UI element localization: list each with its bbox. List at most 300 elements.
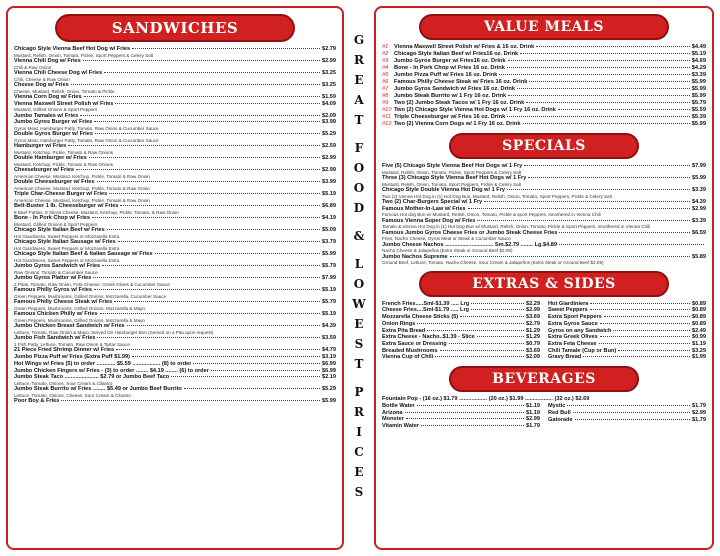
item-price: $3.69 (526, 314, 540, 321)
item-price: $2.99 (526, 416, 540, 423)
leader-dots (115, 103, 320, 104)
leader-dots (449, 343, 524, 344)
item-name: Famous Chicken Philly w/ Fries (14, 311, 98, 318)
leader-dots (94, 289, 320, 290)
item-price: $4.09 (322, 100, 336, 107)
item-price: $2.79 (322, 46, 336, 52)
item-price: $4.79 (322, 347, 336, 354)
leader-dots (471, 303, 524, 304)
leader-dots (600, 336, 690, 337)
leader-dots (104, 72, 320, 73)
item-price: $3.69 (526, 347, 540, 354)
tagline-letter: T (354, 113, 364, 127)
item-name: Extra Cheese - Nacho..$1.39 - Slice (382, 334, 475, 341)
item-price: $2.99 (322, 167, 336, 174)
menu-item (382, 93, 706, 100)
meal-number: #10 (382, 107, 392, 113)
menu-item (14, 239, 336, 246)
leader-dots (97, 181, 320, 182)
fountain-pop-row (376, 396, 712, 403)
menu-item (548, 410, 706, 417)
leader-dots (573, 412, 690, 413)
item-price: $3.25 (322, 70, 336, 76)
item-description: Chili, Cheese & Raw Onion (14, 76, 70, 82)
leader-dots (193, 363, 320, 364)
extras-right-column (548, 301, 706, 361)
leader-dots (107, 229, 320, 230)
item-description: Mustard, Grilled Onions & Sport Peppers (14, 222, 98, 228)
item-name: Extra Sauce or Dressing (382, 340, 447, 347)
item-price: $0.99 (692, 334, 706, 341)
item-description: American Cheese, Mustard, Ketchup, Pickle, Tomato & Raw Onion (14, 198, 150, 204)
item-name: Hamburger w/ Fries (14, 143, 67, 150)
item-description: Lettuce, Tomato, Onions, Sour Cream & Cilantro (14, 380, 113, 386)
leader-dots (417, 405, 524, 406)
item-price: $3.39 (691, 72, 706, 78)
item-name: Chicago Style Italian Beef & Italian Sausage w/ Fries (14, 251, 153, 258)
item-price: $5.99 (691, 121, 706, 127)
right-panel (374, 6, 714, 550)
meal-number: #7 (382, 86, 389, 92)
leader-dots (468, 208, 690, 209)
menu-item (548, 314, 706, 321)
tagline-letter: D (353, 201, 365, 215)
item-name: Jumbo Gyros Sandwich w/ Fries (14, 263, 101, 270)
item-price: $1.79 (692, 417, 706, 424)
menu-item (382, 301, 540, 308)
item-price: $1.79 (692, 402, 706, 409)
menu-item (382, 86, 706, 93)
item-price: $3.99 (322, 119, 336, 126)
item-description: Raw Onions, Tomato & Cucumber Sauce (14, 270, 98, 276)
item-price: $6.89 (322, 203, 336, 210)
tagline-letter: P (354, 385, 364, 399)
item-price: $4.39 (322, 323, 336, 330)
menu-item (14, 323, 336, 330)
leader-dots (95, 133, 320, 134)
item-price: $5.99 (692, 175, 706, 181)
item-price: $3.79 (322, 239, 336, 246)
menu-item (14, 131, 336, 138)
menu-item (548, 328, 706, 335)
leader-dots (76, 169, 320, 170)
meal-number: #5 (382, 72, 389, 78)
item-name: Jumbo Steak Burrito w/ 1 Fry 16 oz. Drink (394, 93, 507, 99)
item-price: $2.09 (322, 112, 336, 119)
menu-item (14, 398, 336, 405)
menu-item (14, 227, 336, 234)
leader-dots (524, 165, 690, 166)
leader-dots (523, 123, 690, 124)
item-price: $2.29 (526, 300, 540, 307)
menu-item (14, 347, 336, 354)
item-price: $3.59 (322, 335, 336, 342)
menu-item (548, 417, 706, 424)
tagline-letter (348, 246, 370, 254)
menu-item (14, 101, 336, 108)
item-price: $2.59 (322, 143, 336, 150)
item-name: Vitamin Water (382, 422, 419, 429)
leader-dots (590, 303, 690, 304)
item-price: $4.69 (691, 58, 706, 64)
item-description: Gyros Meat, Hamburger Patty, Tomato, Raw Onion & Cucumber Sauce (14, 126, 159, 132)
item-name: Bottle Water (382, 402, 415, 409)
item-price: $1.19 (526, 402, 540, 409)
menu-item (382, 348, 540, 355)
tagline-letter: R (354, 405, 364, 419)
leader-dots (600, 323, 690, 324)
item-name: Double Hamburger w/ Fries (14, 155, 87, 162)
tagline-letter (348, 374, 370, 382)
item-name: Jumbo Gyros Burger w/ Fries16 oz. Drink (394, 58, 506, 64)
leader-dots (155, 253, 320, 254)
item-description: 8 Beef Patties, 8 Slices Cheese, Mustard, Ketchup, Pickle, Tomato, & Raw Onion (14, 210, 179, 216)
leader-dots (94, 121, 320, 122)
leader-dots (100, 313, 320, 314)
leader-dots (184, 388, 320, 389)
leader-dots (211, 370, 320, 371)
menu-item (14, 287, 336, 294)
menu-item (14, 167, 336, 174)
item-description: Chili & Raw Onion (14, 64, 52, 70)
item-name: Chicago Style Italian Beef w/ Fries16 oz. Drink (394, 51, 519, 57)
item-price: $2.09 (526, 354, 540, 361)
item-description: Green Peppers, Mushrooms, Grilled Onions, Mozzarella & Mayo (14, 306, 145, 312)
leader-dots (84, 96, 320, 97)
item-price: $0.89 (692, 320, 706, 327)
item-name: Cheese Fries....Sml-$1.79 ..... Lrg (382, 307, 470, 314)
item-name: Two (2) Jumbo Steak Tacos w/ 1 Fry 16 oz. Drink (394, 100, 525, 106)
leader-dots (590, 309, 690, 310)
item-price: $5.39 (691, 114, 706, 120)
item-description: Fries, Nacho Cheese, Gyros Meat or Steak & Cucumber Sauce (382, 236, 511, 242)
tagline-letter: R (354, 53, 364, 67)
menu-item (382, 218, 706, 225)
leader-dots (477, 220, 690, 221)
menu-item (14, 311, 336, 318)
meal-number: #6 (382, 79, 389, 85)
leader-dots (171, 376, 320, 377)
item-name: Jumbo Fish Sandwich w/ Fries (14, 335, 96, 342)
item-name: Famous Mother-In-Law w/ Fries (382, 205, 466, 212)
leader-dots (132, 48, 320, 49)
item-name: Gatorade (548, 417, 573, 424)
item-price: $0.89 (692, 314, 706, 321)
leader-dots (508, 60, 690, 61)
menu-item (14, 374, 336, 381)
leader-dots (507, 67, 690, 68)
item-price: $1.29 (526, 327, 540, 334)
leader-dots (61, 400, 320, 401)
tagline-letter: L (354, 257, 364, 271)
menu-item (382, 175, 706, 182)
item-description: Mustard, Ketchup, Pickle, Tomato & Raw Onions (14, 150, 113, 156)
item-description: Gyros Meat, Hamburger Patty, Tomato, Raw Onion & Cucumber Sauce (14, 138, 159, 144)
item-name: Chili Tamale (Cup or Bun) (548, 347, 617, 354)
leader-dots (116, 349, 320, 350)
item-name: Double Cheeseburger w/ Fries (14, 179, 95, 186)
item-price: $3.39 (692, 187, 706, 193)
item-price: $1.79 (526, 422, 540, 429)
item-price: $1.19 (526, 409, 540, 416)
menu-item (382, 328, 540, 335)
leader-dots (471, 309, 524, 310)
specials-list (376, 163, 712, 266)
item-name: Jumbo Steak Taco ...................... $2.79 or Jumbo Beef Taco (14, 374, 170, 381)
meal-number: #8 (382, 93, 389, 99)
item-price: $5.79 (691, 100, 706, 106)
item-price: $4.49 (691, 44, 706, 50)
item-price: $4.19 (322, 215, 336, 222)
leader-dots (559, 244, 704, 245)
item-price: $5.79 (322, 263, 336, 270)
leader-dots (520, 53, 690, 54)
item-price: $5.99 (691, 93, 706, 99)
menu-item (14, 203, 336, 210)
meal-number: #9 (382, 100, 389, 106)
item-price: $2.19 (322, 374, 336, 381)
leader-dots (97, 337, 320, 338)
beverages-title: BEVERAGES (449, 366, 639, 392)
menu-item (382, 206, 706, 213)
item-name: Jumbo Steak Burrito w/ Fries ........ $5.49 or Jumbo Beef Burrito (14, 386, 182, 393)
menu-item (14, 155, 336, 162)
menu-item (382, 416, 540, 423)
item-name: Jumbo Pizza Puff w/ Fries (Extra Puff $1.99) (14, 354, 130, 361)
meal-number: #3 (382, 58, 389, 64)
beverages-grid (376, 403, 712, 430)
menu-item (14, 191, 336, 198)
item-price: $7.99 (322, 275, 336, 282)
item-description: Mustard, Relish, Onion, Tomato, Pickle, Sport Peppers & Celery Salt (14, 52, 154, 58)
menu-item (382, 58, 706, 65)
menu-item (382, 341, 540, 348)
leader-dots (575, 419, 690, 420)
item-price: $5.99 (322, 398, 336, 405)
item-description: Mustard, Grilled Onions & Sport Peppers (14, 107, 98, 113)
menu-item (382, 187, 706, 194)
menu-item (382, 230, 706, 237)
item-description: Hot Giardiniera, Sweet Peppers or Mozzarella Extra (14, 258, 120, 264)
menu-item (14, 119, 336, 126)
menu-item (382, 79, 706, 86)
item-description: Mustard, Ketchup, Pickle, Tomato & Raw Onions (14, 162, 113, 168)
tagline-letter: O (353, 277, 365, 291)
leader-dots (417, 323, 524, 324)
leader-dots (89, 157, 320, 158)
leader-dots (507, 116, 690, 117)
item-description: 1 Fish Patty, Lettuce, Tomato, Raw Onion & Tartar Sauce (14, 342, 130, 348)
item-description: Green Peppers, Mushrooms, Grilled Onions, Mozzarella, Cucumber Sauce (14, 294, 167, 300)
item-price: $2.99 (322, 58, 336, 64)
leader-dots (528, 177, 690, 178)
item-name: Bone - In Pork Chop w/ Fries (14, 215, 91, 222)
item-name: Extra Gyros Sauce (548, 320, 598, 327)
leader-dots (517, 88, 690, 89)
item-name: Vienna Chili Cheese Dog w/ Fries (14, 70, 103, 76)
item-description: Two (2) Vienna Hot Dog in (1) Hot Dog Bun, Mustard, Relish, Onion, Tomato, Sport Peppers, Pickle & Celery Salt (382, 193, 612, 199)
leader-dots (477, 336, 524, 337)
value-meals-list (376, 44, 712, 128)
tagline-letter: I (356, 425, 362, 439)
meal-number: #4 (382, 65, 389, 71)
sandwiches-panel (6, 6, 344, 550)
beverages-left-column (382, 403, 540, 430)
leader-dots (120, 205, 320, 206)
tagline-letter (348, 218, 370, 226)
menu-item (382, 410, 540, 417)
extras-left-column (382, 301, 540, 361)
item-name: Famous Philly Gyros w/ Fries (14, 287, 93, 294)
tagline-letter: C (354, 445, 364, 459)
item-price: $1.19 (692, 340, 706, 347)
item-price: $3.99 (322, 179, 336, 186)
menu-item (14, 179, 336, 186)
item-name: Vienna Cup of Chili (382, 354, 434, 361)
item-name: Famous Vienna Super Dog w/ Fries (382, 217, 476, 224)
beverages-right-column (548, 403, 706, 430)
menu-item (382, 51, 706, 58)
item-description: Green Peppers, Mushrooms, Grilled Onions, Mozzarella & Mayo (14, 318, 145, 324)
leader-dots (526, 102, 689, 103)
item-price: $2.99 (692, 409, 706, 416)
item-description: Lettuce, Tomato, Onions, Cheese, Sour Cream & Cilantro (14, 392, 131, 398)
menu-item (382, 65, 706, 72)
item-price: $2.99 (322, 155, 336, 162)
item-name: Monster (382, 416, 404, 423)
menu-item (382, 72, 706, 79)
leader-dots (109, 193, 320, 194)
item-name: Two (2) Chicago Style Vienna Hot Dogs w/ 1 Fry 16 oz. Drink (394, 107, 556, 113)
item-price: $3.29 (692, 347, 706, 354)
tagline-letter: O (353, 161, 365, 175)
item-name: Hot Giardiniera (548, 300, 589, 307)
item-price: $2.79 (526, 320, 540, 327)
item-name: Hot Wings w/ Fries (5) to order ............ $5.59 .................. (8) to order (14, 360, 192, 367)
item-price: $2.99 (526, 307, 540, 314)
item-price: $0.89 (692, 300, 706, 307)
specials-title: SPECIALS (449, 133, 639, 159)
menu-item (382, 314, 540, 321)
item-price: $5.29 (322, 131, 336, 138)
item-name: French Fries.....Sml-$1.39 ..... Lrg (382, 300, 470, 307)
leader-dots (583, 356, 690, 357)
leader-dots (435, 356, 524, 357)
item-description: American Cheese, Mustard, Ketchup, Pickle, Tomato & Raw Onion (14, 174, 150, 180)
item-price: $3.39 (692, 217, 706, 224)
menu-item (382, 107, 706, 114)
item-name: Two (2) Char-Burgers Special w/ 1 Fry (382, 199, 483, 205)
leader-dots (599, 343, 690, 344)
tagline-letter (348, 130, 370, 138)
item-price: $3.25 (322, 82, 336, 88)
menu-item (14, 94, 336, 101)
item-name: Gravy Bread (548, 354, 582, 361)
tagline-letter: A (354, 93, 364, 107)
leader-dots (567, 405, 690, 406)
meal-number: #2 (382, 51, 389, 57)
item-price: $6.99 (322, 367, 336, 374)
item-name: Mozzarella Cheese Sticks (5) (382, 314, 459, 321)
item-name: 21 Piece Fried Shrimp Dinner w/ Fries (14, 347, 115, 354)
item-description: American Cheese, Mustard, Ketchup, Pickle, Tomato & Raw Onion (14, 186, 150, 192)
menu-item (548, 403, 706, 410)
menu-item (14, 82, 336, 89)
menu-item (382, 199, 706, 206)
leader-dots (405, 412, 524, 413)
leader-dots (80, 115, 320, 116)
menu-item (14, 263, 336, 270)
menu-item (14, 275, 336, 282)
tagline-letter: G (353, 33, 365, 47)
menu-item (14, 335, 336, 342)
item-description: Tamale & Vienna Hot Dog in (1) Hot Dog Bun w/ Mustard, Relish, Onion, Tomato, Pickle & Sport Peppers, smothered in Vienna Chili (382, 224, 651, 230)
menu-item (382, 121, 706, 128)
leader-dots (118, 241, 320, 242)
leader-dots (558, 109, 690, 110)
leader-dots (406, 418, 524, 419)
item-price: $6.59 (692, 229, 706, 236)
item-name: Jumbo Nachos Supreme (382, 253, 448, 260)
item-price: $5.29 (322, 386, 336, 393)
menu-item (14, 70, 336, 77)
item-price: $5.99 (691, 79, 706, 85)
item-price: $7.99 (692, 163, 706, 169)
item-name: Chicago Style Vienna Beef Hot Dog w/ Fries (14, 46, 131, 52)
tagline-letter: F (354, 141, 364, 155)
extras-grid (376, 301, 712, 361)
item-description: Hot Giardiniera, Sweet Peppers or Mozzarella Extra (14, 234, 120, 240)
menu-item (382, 354, 540, 361)
leader-dots (536, 46, 690, 47)
leader-dots (484, 201, 690, 202)
tagline-letter: T (354, 357, 364, 371)
tagline-letter: W (352, 297, 366, 311)
tagline-letter: S (354, 485, 364, 499)
tagline-letter: O (353, 181, 365, 195)
leader-dots (71, 84, 320, 85)
menu-item (548, 321, 706, 328)
item-name: Chicago Style Italian Sausage w/ Fries (14, 239, 116, 246)
extras-title: EXTRAS & SIDES (419, 271, 669, 297)
item-name: Five (5) Chicago Style Vienna Beef Hot Dogs w/ 1 Fry (382, 163, 523, 169)
item-name: Famous Philly Cheese Steak w/ Fries 16 oz. Drink (394, 79, 528, 85)
item-name: Bone - In Pork Chop w/ Fries 16 oz. Drink (394, 65, 505, 71)
item-price: $4.29 (691, 65, 706, 71)
item-price: $0.79 (526, 340, 540, 347)
item-price: $5.99 (691, 86, 706, 92)
item-name: Two (2) Vienna Corn Dogs w/ 1 Fry 16 oz. Drink (394, 121, 521, 127)
item-name: Extra Greek Olives (548, 334, 598, 341)
tagline-letter: E (354, 317, 364, 331)
item-name: Belt-Buster 1 lb. Cheeseburger w/ Fries (14, 203, 119, 210)
item-name: Chicago Style Double Vienna Hot Dog w/ 1 Fry (382, 187, 505, 193)
item-name: Famous Philly Cheese Steak w/ Fries (14, 299, 113, 306)
menu-item (14, 368, 336, 375)
menu-item (14, 58, 336, 65)
item-name: Red Bull (548, 409, 571, 416)
item-name: Vienna Chili Dog w/ Fries (14, 58, 81, 64)
item-name: Jumbo Gyros Platter w/ Fries (14, 275, 92, 282)
menu-item (14, 143, 336, 150)
leader-dots (499, 74, 689, 75)
menu-item (14, 251, 336, 258)
fountain-pop-text: Fountain Pop - (16 oz.) $1.79 .................. (20 oz.) $1.99 .................. (32 oz.) $2.69 (382, 396, 590, 403)
item-name: Three (3) Chicago Style Vienna Beef Hot Dogs w/ 1 Fry (382, 175, 527, 181)
menu-item (382, 403, 540, 410)
menu-item (14, 354, 336, 361)
item-name: Chicago Style Italian Beef w/ Fries (14, 227, 105, 234)
